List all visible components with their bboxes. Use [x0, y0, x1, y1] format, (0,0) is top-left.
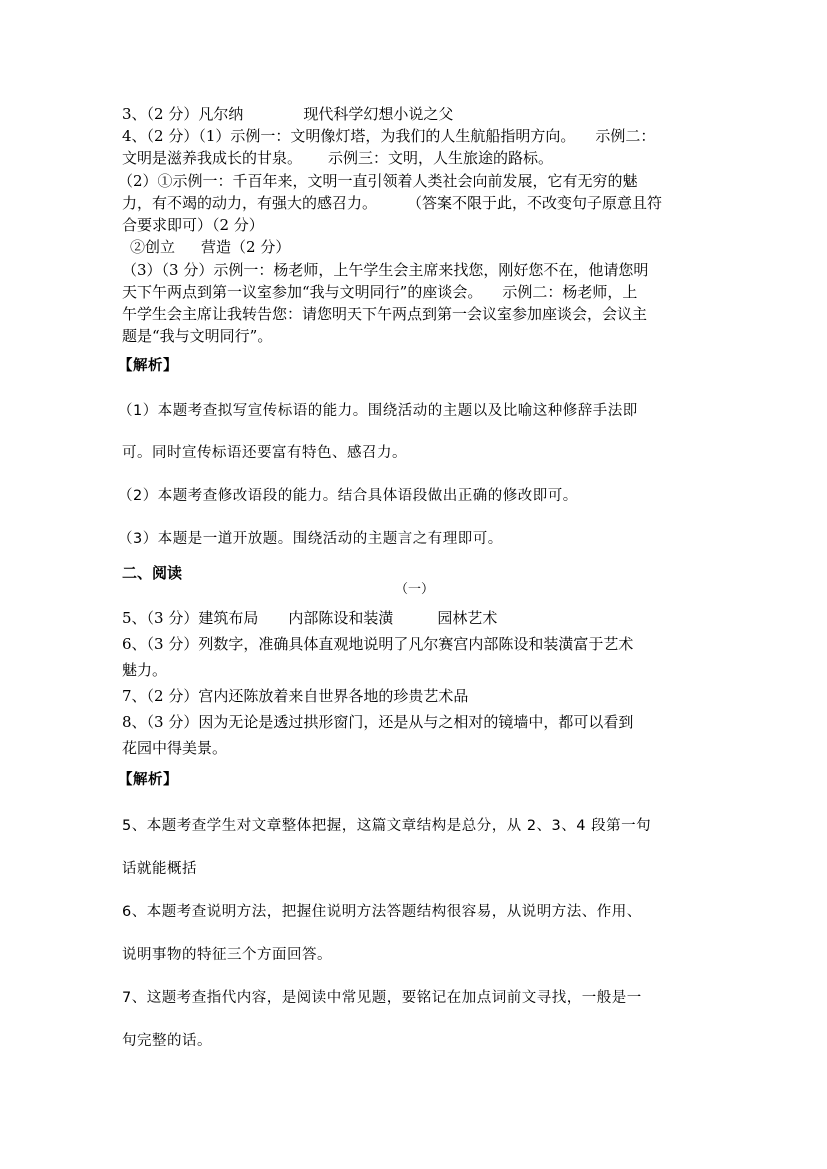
analysis-7-line1: 7、这题考查指代内容，是阅读中常见题，要铭记在加点词前文寻找，一般是一: [122, 990, 642, 1006]
answer-q4-3-line1: （3）（3 分）示例一：杨老师，上午学生会主席来找您，刚好您不在，他请您明: [122, 261, 649, 279]
answer-q4-3-line2: 天下午两点到第一议室参加“我与文明同行”的座谈会。 示例二：杨老师，上: [122, 283, 638, 301]
analysis-5-line2: 话就能概括: [122, 861, 197, 877]
answer-q4-2-line3: 合要求即可）（2 分）: [122, 216, 264, 234]
analysis-5-line1: 5、本题考查学生对文章整体把握，这篇文章结构是总分，从 2、3、4 段第一句: [122, 818, 652, 834]
subsection-heading: （一）: [394, 582, 434, 597]
analysis-heading-1: 【解析】: [118, 358, 178, 374]
answer-q4-line1: 4、（2 分）（1）示例一：文明像灯塔，为我们的人生航船指明方向。 示例二：: [122, 127, 656, 145]
answer-q6-line1: 6、（3 分）列数字，准确具体直观地说明了凡尔赛宫内部陈设和装潢富于艺术: [122, 635, 634, 653]
analysis-6-line2: 说明事物的特征三个方面回答。: [122, 947, 332, 963]
answer-q8-line2: 花园中得美景。: [122, 739, 228, 757]
analysis-3: （3）本题是一道开放题。围绕活动的主题言之有理即可。: [118, 531, 503, 547]
answer-q4-2-line1: （2）①示例一：千百年来，文明一直引领着人类社会向前发展，它有无穷的魅: [118, 172, 638, 190]
analysis-6-line1: 6、本题考查说明方法，把握住说明方法答题结构很容易，从说明方法、作用、: [122, 904, 642, 920]
analysis-1-line2: 可。同时宣传标语还要富有特色、感召力。: [122, 445, 407, 461]
analysis-1-line1: （1）本题考查拟写宣传标语的能力。围绕活动的主题以及比喻这种修辞手法即: [118, 403, 638, 419]
answer-q8-line1: 8、（3 分）因为无论是透过拱形窗门，还是从与之相对的镜墙中，都可以看到: [122, 713, 634, 731]
answer-q4-2-line4: ②创立 营造（2 分）: [130, 238, 291, 256]
answer-q5: 5、（3 分）建筑布局 内部陈设和装潢 园林艺术: [122, 609, 498, 627]
analysis-2: （2）本题考查修改语段的能力。结合具体语段做出正确的修改即可。: [118, 488, 578, 504]
section-heading-reading: 二、阅读: [122, 564, 183, 582]
answer-q4-line2: 文明是滋养我成长的甘泉。 示例三：文明，人生旅途的路标。: [122, 149, 554, 167]
answer-q4-3-line4: 题是“我与文明同行”。: [122, 327, 273, 345]
answer-q6-line2: 魅力。: [122, 661, 168, 679]
answer-q7: 7、（2 分）宫内还陈放着来自世界各地的珍贵艺术品: [122, 687, 469, 705]
answer-q4-2-line2: 力，有不竭的动力，有强大的感召力。 （答案不限于此，不改变句子原意且符: [122, 194, 663, 212]
analysis-7-line2: 句完整的话。: [122, 1033, 212, 1049]
analysis-heading-2: 【解析】: [118, 772, 178, 788]
answer-q3: 3、（2 分）凡尔纳 现代科学幻想小说之父: [122, 105, 454, 123]
answer-q4-3-line3: 午学生会主席让我转告您：请您明天下午两点到第一会议室参加座谈会，会议主: [122, 305, 648, 323]
